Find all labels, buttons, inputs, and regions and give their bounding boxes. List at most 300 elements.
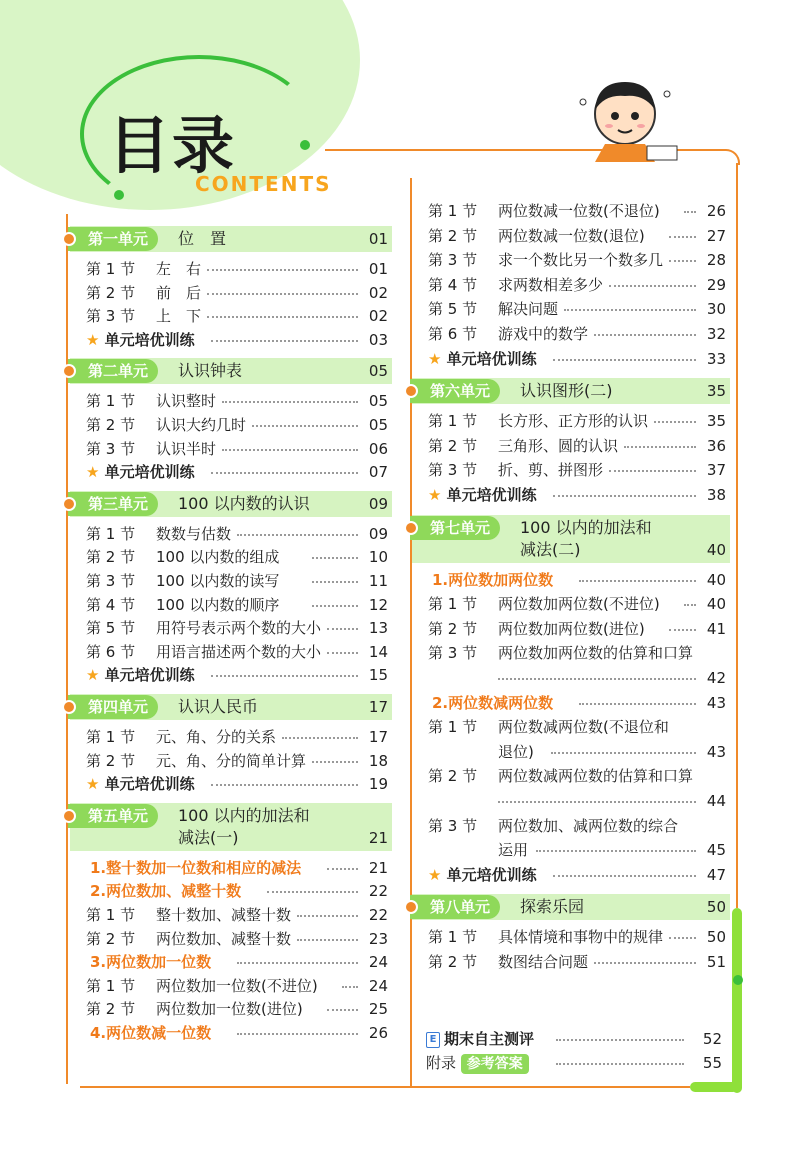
section-title: 认识大约几时 xyxy=(156,416,247,434)
section-page: 10 xyxy=(368,548,388,567)
dot-leader xyxy=(654,421,696,423)
dot-leader xyxy=(211,472,358,474)
dot-leader xyxy=(553,495,696,497)
dot-leader xyxy=(207,316,358,318)
star-icon: ★ xyxy=(86,666,105,685)
dot-leader xyxy=(498,678,696,680)
dot-leader xyxy=(553,875,696,877)
toc-entry[interactable] xyxy=(86,928,388,950)
topic-page: 22 xyxy=(368,882,388,901)
unit-heading[interactable] xyxy=(412,378,730,404)
dot-leader xyxy=(564,309,696,311)
unit-heading[interactable] xyxy=(70,358,392,384)
section-page: 36 xyxy=(706,436,726,455)
section-number: 第 1 节 xyxy=(86,976,136,995)
section-title: 左 右 xyxy=(156,260,202,278)
toc-entry-training[interactable] xyxy=(86,664,388,686)
toc-entry[interactable] xyxy=(428,274,726,296)
toc-entry[interactable] xyxy=(428,593,726,615)
green-dot xyxy=(300,140,310,150)
section-page: 25 xyxy=(368,1000,388,1019)
unit-badge: 第二单元 xyxy=(68,359,158,383)
training-label xyxy=(86,329,195,351)
training-label xyxy=(86,664,195,686)
toc-entry-multiline[interactable] xyxy=(428,765,726,814)
star-icon: ★ xyxy=(428,865,447,884)
unit-page: 50 xyxy=(706,898,726,917)
section-page: 05 xyxy=(368,416,388,434)
dot-leader xyxy=(498,801,696,803)
unit-title: 位 置 xyxy=(178,229,227,248)
toc-entry[interactable] xyxy=(428,618,726,640)
unit-page: 05 xyxy=(368,362,388,381)
section-title: 上 下 xyxy=(156,307,202,326)
section-title: 求两数相差多少 xyxy=(498,275,604,294)
frame-line-right xyxy=(736,163,738,908)
unit-page: 01 xyxy=(368,230,388,248)
bullet-dot xyxy=(62,700,76,714)
section-title: 认识半时 xyxy=(156,439,217,458)
section-page: 45 xyxy=(706,841,726,860)
section-number: 第 1 节 xyxy=(86,728,136,746)
section-page: 43 xyxy=(706,742,726,761)
dot-leader xyxy=(684,211,696,213)
section-page: 22 xyxy=(368,906,388,924)
bullet-dot xyxy=(404,521,418,535)
section-number: 第 5 节 xyxy=(428,300,478,319)
toc-entry[interactable] xyxy=(428,298,726,320)
section-title: 三角形、圆的认识 xyxy=(498,436,619,455)
toc-entry[interactable] xyxy=(86,904,388,926)
appendix-page: 55 xyxy=(702,1054,722,1072)
exam-title: 期末自主测评 xyxy=(444,1030,535,1048)
toc-entry[interactable] xyxy=(86,750,388,772)
section-title: 用符号表示两个数的大小 xyxy=(156,619,322,638)
training-page: 33 xyxy=(706,349,726,368)
section-number: 第 2 节 xyxy=(86,548,136,567)
section-title: 100 以内数的读写 xyxy=(156,572,280,590)
training-label xyxy=(86,461,195,483)
dot-leader xyxy=(536,850,696,852)
dot-leader xyxy=(327,1009,358,1011)
toc-entry-exam[interactable] xyxy=(426,1028,722,1050)
training-label xyxy=(428,484,537,506)
dot-leader xyxy=(252,425,358,427)
section-title: 两位数减一位数(退位) xyxy=(498,226,645,245)
toc-entry[interactable] xyxy=(86,258,388,280)
unit-badge: 第四单元 xyxy=(68,695,158,719)
section-page: 27 xyxy=(706,226,726,245)
star-icon: ★ xyxy=(86,775,105,794)
dot-leader xyxy=(594,334,696,336)
dot-leader xyxy=(297,915,358,917)
appendix-badge: 参考答案 xyxy=(461,1054,529,1074)
section-number: 第 2 节 xyxy=(86,751,136,770)
section-page: 26 xyxy=(706,202,726,220)
section-title: 100 以内数的顺序 xyxy=(156,595,280,614)
unit-title: 认识人民币 xyxy=(178,697,259,716)
unit-badge: 第八单元 xyxy=(410,895,500,919)
toc-entry[interactable] xyxy=(428,200,726,222)
section-number: 第 3 节 xyxy=(428,644,478,663)
dot-leader xyxy=(211,340,358,342)
topic-title: 3.两位数加一位数 xyxy=(90,953,212,972)
training-title: 单元培优训练 xyxy=(446,349,537,368)
section-number: 第 3 节 xyxy=(86,572,136,590)
toc-entry[interactable] xyxy=(86,641,388,663)
unit-badge: 第七单元 xyxy=(410,516,500,540)
section-title: 折、剪、拼图形 xyxy=(498,461,604,480)
appendix-label: 附录 xyxy=(426,1054,457,1072)
section-page: 13 xyxy=(368,619,388,638)
section-title: 两位数减两位数的估算和口算 xyxy=(498,767,694,786)
dot-leader xyxy=(222,449,358,451)
section-title: 具体情境和事物中的规律 xyxy=(498,928,664,947)
section-number: 第 1 节 xyxy=(428,595,478,614)
section-page: 05 xyxy=(368,392,388,411)
dot-leader xyxy=(327,652,358,654)
section-title: 求一个数比另一个数多几 xyxy=(498,251,664,270)
section-number: 第 3 节 xyxy=(428,816,478,835)
training-label xyxy=(86,773,195,795)
unit-title-line2: 减法(一) xyxy=(178,827,239,847)
topic-title: 1.两位数加两位数 xyxy=(432,570,554,589)
bullet-dot xyxy=(62,809,76,823)
toc-entry[interactable] xyxy=(428,249,726,271)
toc-entry-topic[interactable] xyxy=(420,569,726,591)
dot-leader xyxy=(669,629,696,631)
star-icon: ★ xyxy=(86,463,105,482)
toc-entry-training[interactable] xyxy=(428,864,726,886)
dot-leader xyxy=(297,939,358,941)
training-page: 47 xyxy=(706,865,726,884)
dot-leader xyxy=(207,269,358,271)
toc-entry[interactable] xyxy=(86,617,388,639)
section-number: 第 3 节 xyxy=(428,251,478,270)
dot-leader xyxy=(211,784,358,786)
toc-entry-multiline[interactable] xyxy=(428,716,726,765)
unit-title: 100 以内的加法和 xyxy=(178,805,310,825)
unit-heading[interactable] xyxy=(412,515,730,563)
star-icon: ★ xyxy=(428,486,447,504)
training-page: 38 xyxy=(706,486,726,504)
topic-page: 24 xyxy=(368,953,388,972)
training-title: 单元培优训练 xyxy=(446,486,537,504)
star-icon: ★ xyxy=(428,349,447,368)
topic-page: 40 xyxy=(706,570,726,589)
bullet-dot xyxy=(62,364,76,378)
dot-leader xyxy=(669,236,696,238)
dot-leader xyxy=(207,293,358,295)
toc-entry-appendix[interactable] xyxy=(426,1052,722,1074)
dot-leader xyxy=(312,581,358,583)
unit-page: 21 xyxy=(368,828,388,847)
section-page: 29 xyxy=(706,275,726,294)
section-number: 第 6 节 xyxy=(86,642,136,661)
toc-entry-topic[interactable] xyxy=(78,880,388,902)
section-number: 第 1 节 xyxy=(86,260,136,278)
toc-entry-topic[interactable] xyxy=(420,692,726,714)
training-title: 单元培优训练 xyxy=(104,775,195,794)
section-number: 第 2 节 xyxy=(428,436,478,455)
dot-leader xyxy=(579,703,696,705)
training-title: 单元培优训练 xyxy=(104,330,195,349)
unit-page: 09 xyxy=(368,494,388,513)
unit-title: 认识钟表 xyxy=(178,361,243,381)
section-number: 第 2 节 xyxy=(86,283,136,302)
section-number: 第 3 节 xyxy=(86,439,136,458)
dot-leader xyxy=(609,285,696,287)
section-title-line2: 退位) xyxy=(498,742,534,761)
toc-entry-topic[interactable] xyxy=(78,1022,388,1044)
topic-page: 26 xyxy=(368,1024,388,1042)
toc-entry[interactable] xyxy=(86,282,388,304)
training-page: 07 xyxy=(368,463,388,482)
section-page: 09 xyxy=(368,524,388,543)
dot-leader xyxy=(551,752,696,754)
section-number: 第 1 节 xyxy=(86,906,136,924)
section-page: 06 xyxy=(368,439,388,458)
frame-line-left xyxy=(66,214,68,1084)
dot-leader xyxy=(553,359,696,361)
toc-entry[interactable] xyxy=(428,323,726,345)
section-number: 第 5 节 xyxy=(86,619,136,638)
section-title: 两位数加两位数(进位) xyxy=(498,619,645,638)
frame-accent-green xyxy=(732,908,742,1093)
column-divider xyxy=(410,178,412,1088)
unit-badge: 第三单元 xyxy=(68,492,158,516)
toc-entry[interactable] xyxy=(428,926,726,948)
toc-entry-multiline[interactable] xyxy=(428,642,726,691)
dot-leader xyxy=(237,534,358,536)
toc-entry[interactable] xyxy=(86,305,388,327)
toc-entry[interactable] xyxy=(428,225,726,247)
section-number: 第 1 节 xyxy=(428,718,478,737)
section-page: 02 xyxy=(368,307,388,326)
section-number: 第 2 节 xyxy=(86,1000,136,1019)
section-title: 两位数减一位数(不退位) xyxy=(498,202,660,220)
section-page: 23 xyxy=(368,929,388,948)
bullet-dot xyxy=(62,232,76,246)
training-label xyxy=(428,348,537,370)
section-title: 两位数加两位数(不进位) xyxy=(498,595,660,614)
section-title: 元、角、分的关系 xyxy=(156,728,277,746)
section-page: 14 xyxy=(368,642,388,661)
cartoon-boy-illustration xyxy=(575,72,685,164)
topic-title: 4.两位数减一位数 xyxy=(90,1024,212,1042)
section-number: 第 2 节 xyxy=(428,767,478,786)
dot-leader xyxy=(312,557,358,559)
topic-page: 21 xyxy=(368,858,388,877)
section-page: 37 xyxy=(706,461,726,480)
section-number: 第 6 节 xyxy=(428,325,478,343)
section-title: 100 以内数的组成 xyxy=(156,548,280,567)
section-title: 整十数加、减整十数 xyxy=(156,906,292,924)
unit-page: 40 xyxy=(706,540,726,559)
dot-leader xyxy=(237,1033,358,1035)
section-page: 51 xyxy=(706,953,726,971)
toc-entry-topic[interactable] xyxy=(78,857,388,879)
toc-entry[interactable] xyxy=(86,726,388,748)
section-number: 第 2 节 xyxy=(86,929,136,948)
section-page: 50 xyxy=(706,928,726,947)
toc-entry[interactable] xyxy=(86,438,388,460)
dot-leader xyxy=(267,891,358,893)
section-number: 第 3 节 xyxy=(86,307,136,326)
unit-badge: 第六单元 xyxy=(410,379,500,403)
topic-title: 2.两位数减两位数 xyxy=(432,693,554,712)
unit-heading[interactable] xyxy=(70,803,392,851)
toc-entry[interactable] xyxy=(428,435,726,457)
unit-page: 17 xyxy=(368,698,388,716)
section-page: 18 xyxy=(368,751,388,770)
dot-leader xyxy=(579,580,696,582)
unit-heading[interactable] xyxy=(70,226,392,252)
section-page: 17 xyxy=(368,728,388,746)
training-page: 03 xyxy=(368,330,388,349)
section-title: 两位数加一位数(不进位) xyxy=(156,976,318,995)
section-page: 11 xyxy=(368,572,388,590)
training-title: 单元培优训练 xyxy=(104,666,195,685)
section-number: 第 1 节 xyxy=(428,928,478,947)
unit-heading[interactable] xyxy=(70,694,392,720)
section-page: 24 xyxy=(368,976,388,995)
section-number: 第 1 节 xyxy=(428,412,478,431)
page-title: 目录 xyxy=(108,109,237,182)
toc-entry-training[interactable] xyxy=(86,773,388,795)
section-page: 28 xyxy=(706,251,726,270)
toc-entry[interactable] xyxy=(86,570,388,592)
unit-title: 100 以内的加法和 xyxy=(520,517,652,537)
section-title: 两位数加两位数的估算和口算 xyxy=(498,644,694,663)
toc-entry[interactable] xyxy=(86,546,388,568)
section-title: 解决问题 xyxy=(498,300,559,319)
section-page: 41 xyxy=(706,619,726,638)
section-title: 数图结合问题 xyxy=(498,953,589,971)
unit-heading[interactable] xyxy=(70,491,392,517)
unit-page: 35 xyxy=(706,382,726,401)
green-dot xyxy=(114,190,124,200)
section-page: 35 xyxy=(706,412,726,431)
toc-entry-training[interactable] xyxy=(86,329,388,351)
toc-entry[interactable] xyxy=(86,594,388,616)
dot-leader xyxy=(211,675,358,677)
dot-leader xyxy=(312,605,358,607)
bullet-dot xyxy=(62,497,76,511)
dot-leader xyxy=(342,986,358,988)
toc-entry[interactable] xyxy=(86,414,388,436)
toc-entry-topic[interactable] xyxy=(78,951,388,973)
toc-entry[interactable] xyxy=(86,998,388,1020)
topic-title: 2.两位数加、减整十数 xyxy=(90,882,242,901)
section-number: 第 4 节 xyxy=(428,275,478,294)
dot-leader xyxy=(669,937,696,939)
dot-leader xyxy=(282,737,358,739)
section-page: 42 xyxy=(706,668,726,687)
unit-badge: 第五单元 xyxy=(68,804,158,828)
exam-page: 52 xyxy=(702,1030,722,1048)
section-title: 元、角、分的简单计算 xyxy=(156,751,307,770)
training-title: 单元培优训练 xyxy=(104,463,195,482)
section-number: 第 1 节 xyxy=(86,524,136,543)
dot-leader xyxy=(624,446,696,448)
dot-leader xyxy=(609,470,696,472)
section-page: 32 xyxy=(706,325,726,343)
bullet-dot xyxy=(404,384,418,398)
training-label xyxy=(428,864,537,886)
frame-accent-bottom xyxy=(690,1082,738,1092)
section-title: 前 后 xyxy=(156,283,202,302)
toc-entry[interactable] xyxy=(428,459,726,481)
topic-page: 43 xyxy=(706,693,726,712)
section-page: 40 xyxy=(706,595,726,614)
unit-title-line2: 减法(二) xyxy=(520,539,581,559)
dot-leader xyxy=(222,401,358,403)
section-title: 两位数加、减两位数的综合 xyxy=(498,816,679,835)
section-number: 第 2 节 xyxy=(428,226,478,245)
green-dot xyxy=(733,975,743,985)
toc-entry[interactable] xyxy=(428,951,726,973)
section-page: 02 xyxy=(368,283,388,302)
exam-icon: E xyxy=(426,1032,440,1048)
dot-leader xyxy=(327,868,358,870)
toc-entry-multiline[interactable] xyxy=(428,815,726,864)
toc-entry[interactable] xyxy=(428,410,726,432)
toc-entry[interactable] xyxy=(86,523,388,545)
unit-title: 100 以内数的认识 xyxy=(178,493,310,513)
section-title-line2: 运用 xyxy=(498,841,529,860)
dot-leader xyxy=(594,962,696,964)
unit-title: 认识图形(二) xyxy=(520,381,613,401)
training-title: 单元培优训练 xyxy=(446,865,537,884)
section-number: 第 4 节 xyxy=(86,595,136,614)
section-title: 两位数减两位数(不退位和 xyxy=(498,718,669,737)
toc-entry[interactable] xyxy=(86,390,388,412)
training-page: 19 xyxy=(368,775,388,794)
section-title: 长方形、正方形的认识 xyxy=(498,412,649,431)
section-number: 第 1 节 xyxy=(428,202,478,220)
topic-title: 1.整十数加一位数和相应的减法 xyxy=(90,858,302,877)
toc-entry-training[interactable] xyxy=(86,461,388,483)
dot-leader xyxy=(684,604,696,606)
toc-entry-training[interactable] xyxy=(428,348,726,370)
section-page: 01 xyxy=(368,260,388,278)
toc-entry-training[interactable] xyxy=(428,484,726,506)
unit-badge: 第一单元 xyxy=(68,227,158,251)
section-title: 用语言描述两个数的大小 xyxy=(156,642,322,661)
bullet-dot xyxy=(404,900,418,914)
section-number: 第 2 节 xyxy=(428,619,478,638)
section-title: 游戏中的数学 xyxy=(498,325,589,343)
section-page: 44 xyxy=(706,791,726,810)
section-title: 认识整时 xyxy=(156,392,217,411)
section-number: 第 3 节 xyxy=(428,461,478,480)
dot-leader xyxy=(669,260,696,262)
unit-title: 探索乐园 xyxy=(520,897,585,917)
frame-line-bottom xyxy=(80,1086,690,1088)
page-subtitle: CONTENTS xyxy=(195,172,332,196)
dot-leader xyxy=(237,962,358,964)
star-icon: ★ xyxy=(86,330,105,349)
section-title: 数数与估数 xyxy=(156,524,232,543)
training-page: 15 xyxy=(368,666,388,685)
toc-entry[interactable] xyxy=(86,975,388,997)
dot-leader xyxy=(312,761,358,763)
unit-heading[interactable] xyxy=(412,894,730,920)
section-page: 30 xyxy=(706,300,726,319)
dot-leader xyxy=(327,628,358,630)
section-number: 第 2 节 xyxy=(428,953,478,971)
